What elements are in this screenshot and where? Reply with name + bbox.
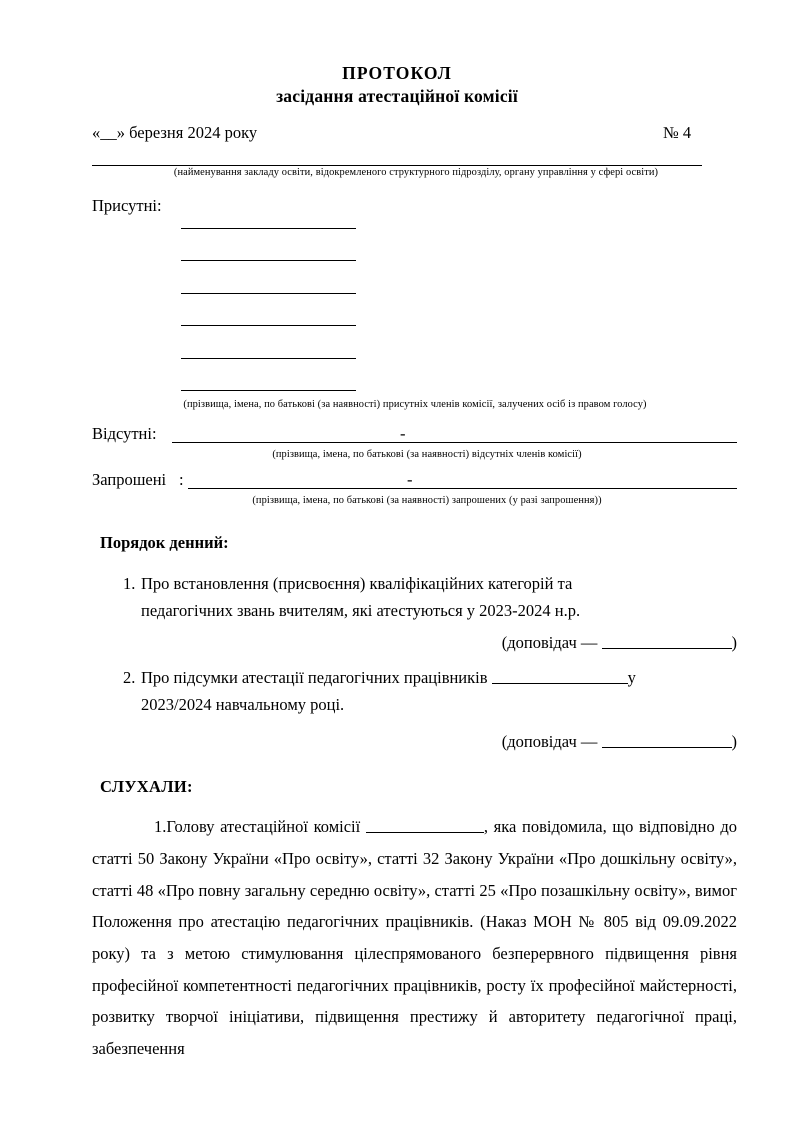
heard-lead-before: Голову атестаційної комісії — [166, 817, 361, 837]
present-line[interactable] — [181, 196, 356, 229]
agenda-item-2-blank[interactable] — [492, 667, 628, 684]
organisation-name-rule — [92, 165, 702, 166]
agenda-heading: Порядок денний: — [100, 533, 229, 552]
invited-caption: (прізвища, імена, по батькові (за наявності) запрошених (у разі запрошення)) — [252, 495, 602, 507]
present-line[interactable] — [181, 229, 356, 262]
page-subtitle: засідання атестаційної комісії — [276, 86, 518, 107]
invited-row — [0, 470, 794, 492]
agenda-item-2 — [123, 665, 737, 718]
document-title-block — [0, 0, 794, 108]
invited-line[interactable] — [188, 488, 737, 489]
agenda-item-2-number: 2. — [123, 668, 136, 688]
agenda-item-2-text-before: Про підсумки атестації педагогічних працівників — [141, 668, 488, 688]
present-line[interactable] — [181, 294, 356, 327]
present-line[interactable] — [181, 359, 356, 392]
meeting-date: «__» березня 2024 року — [92, 123, 258, 143]
agenda-list — [123, 571, 737, 755]
heard-paragraph — [92, 811, 737, 1064]
agenda-item-2-reporter-blank[interactable] — [602, 731, 732, 748]
date-number-row — [0, 122, 794, 144]
invited-value: - — [407, 470, 413, 490]
absent-line[interactable] — [172, 442, 737, 443]
agenda-item-1-text-cont: педагогічних звань вчителям, які атестуються у 2023-2024 н.р. — [141, 600, 581, 620]
agenda-item-1-text: Про встановлення (присвоєння) кваліфікаційних категорій та — [141, 574, 573, 593]
organisation-caption: (найменування закладу освіти, відокремленого структурного підрозділу, органу управління у сфері освіти) — [173, 167, 659, 179]
agenda-item-2-reporter-label: (доповідач — — [501, 731, 598, 751]
agenda-item-2-text-after: у — [627, 668, 636, 688]
agenda-item-2-text — [141, 665, 737, 692]
invited-separator: : — [179, 470, 184, 490]
absent-label: Відсутні: — [92, 424, 157, 444]
absent-value: - — [400, 424, 406, 444]
heard-chair-blank[interactable] — [366, 817, 484, 834]
present-line[interactable] — [181, 326, 356, 359]
agenda-item-2-text-cont: 2023/2024 навчальному році. — [141, 694, 345, 714]
heard-heading: СЛУХАЛИ: — [100, 777, 193, 797]
present-caption: (прізвища, імена, по батькові (за наявності) присутніх членів комісії, залучених осіб із правом голосу) — [183, 399, 647, 411]
absent-row — [0, 424, 794, 446]
present-lines — [181, 196, 356, 391]
agenda-item-1-reporter-label: (доповідач — — [501, 633, 598, 653]
heard-paragraph-body: відповідно до статті 50 Закону України «Про освіту», статті 32 Закону України «Про дошкільну освіту», статті 48 «Про повну загальну середню освіту», статті 25 «Про позашкільну освіту», вимог Положення про атестацію педагогічних працівників. (Наказ МОН № 805 від 09.09.2022 року) та з метою стимулювання цілеспрямованого безперервного підвищення рівня професійної компетентності педагогічних працівників, росту їх професійної майстерності, розвитку творчої ініціативи, підвищення престижу й авторитету педагогічної праці, забезпечення — [92, 817, 737, 1059]
present-section — [0, 196, 794, 391]
present-label: Присутні: — [92, 196, 162, 216]
agenda-item-2-reporter-close: ) — [731, 731, 737, 751]
agenda-item-2-reporter — [123, 729, 737, 756]
heard-item-number: 1. — [154, 817, 167, 837]
absent-caption: (прізвища, імена, по батькові (за наявності) відсутніх членів комісії) — [272, 449, 582, 461]
page-title: ПРОТОКОЛ — [342, 63, 452, 83]
heard-body — [92, 811, 737, 1064]
agenda-item-1-reporter — [123, 630, 737, 657]
document-number: № 4 — [663, 123, 692, 143]
present-line[interactable] — [181, 261, 356, 294]
agenda-item-1-reporter-close: ) — [731, 633, 737, 653]
heard-lead-after: , яка повідомила, що — [483, 817, 634, 837]
agenda-item-1-number: 1. — [123, 574, 136, 593]
agenda-item-1 — [123, 571, 737, 624]
invited-label: Запрошені — [92, 470, 167, 490]
agenda-item-1-reporter-blank[interactable] — [602, 633, 732, 650]
